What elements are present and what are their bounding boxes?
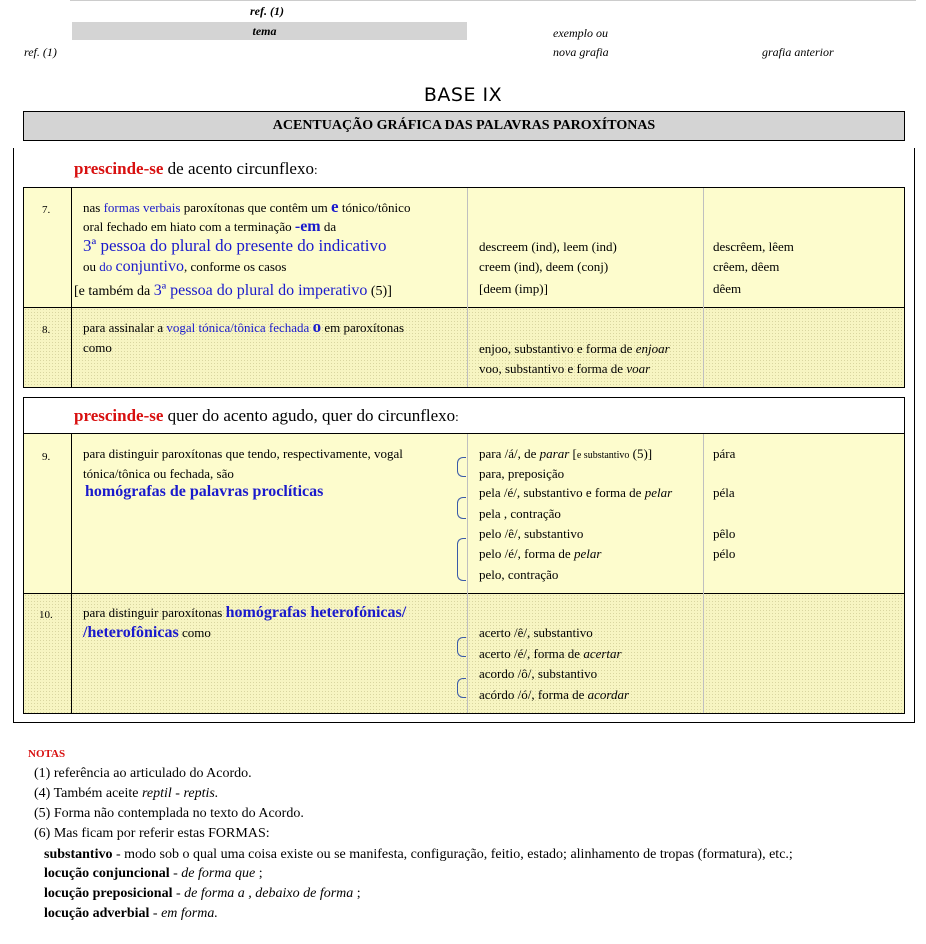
row10-example1: acerto /ê/, substantivo: [479, 625, 593, 640]
row7-num: 7.: [42, 204, 51, 216]
nota-def-locucao-adverbial: [44, 904, 218, 924]
row9-example1: [479, 444, 652, 466]
base-subtitle: ACENTUAÇÃO GRÁFICA DAS PALAVRAS PAROXÍTONAS: [272, 118, 656, 133]
row10-l2a: /heterofônicas: [83, 624, 179, 641]
row8-l1d: o: [312, 317, 322, 336]
row10-ex4a: acórdo /ó/, forma de: [479, 687, 588, 702]
section2-lead-colon: :: [455, 409, 459, 424]
row7-l5a: [e também da: [74, 284, 154, 299]
tema-label: tema: [252, 24, 277, 38]
row7-example1: descreem (ind), leem (ind): [479, 239, 617, 254]
row9-bracket-3: [457, 538, 466, 581]
ref-left-label: ref. (1): [24, 45, 57, 59]
row10-bracket-2: [457, 678, 466, 698]
row10-l1b: homógrafas heterofónicas/: [225, 604, 407, 621]
row8-line1: [83, 317, 404, 338]
row7-example2: creem (ind), deem (conj): [479, 259, 609, 274]
nota-def2-term: locução conjuncional: [44, 866, 170, 881]
nota-6: (6) Mas ficam por referir estas FORMAS:: [34, 826, 270, 841]
ref-top-label: ref. (1): [250, 4, 284, 18]
row7-line3: 3ª pessoa do plural do presente do indicativo: [83, 236, 387, 255]
row10-ex2a: acerto /é/, forma de: [479, 646, 584, 661]
row7-l5b: 3ª pessoa do plural do imperativo: [153, 282, 368, 299]
row10-ex2b: acertar: [583, 646, 622, 661]
row7-l2a: oral fechado em hiato com a terminação: [83, 219, 295, 234]
row8-ex1b: enjoar: [635, 341, 670, 356]
desc-col-divider: [467, 188, 468, 387]
row7-divider: [24, 307, 904, 308]
row7-l1b: formas verbais: [103, 200, 181, 215]
row9-ex6a: pelo /é/, forma de: [479, 546, 574, 561]
tema-band: [72, 22, 467, 40]
base-subtitle-bar: [23, 111, 905, 141]
row9-example6: [479, 544, 601, 564]
row8-example2: [479, 359, 650, 379]
row9-old3: pêlo: [713, 526, 736, 541]
nova-grafia-label: nova grafia: [553, 45, 609, 59]
row9-old2: péla: [713, 485, 735, 500]
row9-bracket-1: [457, 457, 466, 477]
nota-def3-example: de forma a , debaixo de forma: [184, 886, 354, 901]
nota-1: (1) referência ao articulado do Acordo.: [34, 766, 252, 781]
row9-num: 9.: [42, 451, 51, 463]
row7-l1a: nas: [83, 200, 104, 215]
nota-def2-sep: -: [169, 866, 182, 881]
row9-line2: tónica/tônica ou fechada, são: [83, 466, 234, 481]
row9-divider: [24, 593, 904, 594]
row10-l2b: como: [178, 625, 211, 640]
row9-ex1e: (5)]: [629, 446, 653, 461]
row7-old2: crêem, dêem: [713, 259, 780, 274]
row8-l1a: para assinalar a: [83, 320, 167, 335]
section1-lead-red: prescinde-se: [74, 159, 164, 178]
row9-ex1c: [: [569, 446, 577, 461]
example-col-divider: [703, 188, 704, 387]
row10-line1: [83, 603, 406, 623]
section2-lead: [74, 406, 459, 426]
row8-l1e: em paroxítonas: [321, 320, 405, 335]
row7-l4a: ou: [83, 259, 100, 274]
nota-def1-term: substantivo: [44, 847, 113, 862]
section2-lead-red: prescinde-se: [74, 406, 164, 425]
row9-ex3a: pela /é/, substantivo e forma de: [479, 485, 645, 500]
row9-example7: pelo, contração: [479, 567, 559, 582]
row7-l1d: e: [331, 197, 339, 216]
row8-ex1a: enjoo, substantivo e forma de: [479, 341, 636, 356]
row7-l1e: tónico/tônico: [338, 200, 411, 215]
row10-bracket-1: [457, 637, 466, 657]
row9-ex1a: para /á/, de: [479, 446, 540, 461]
row7-line1: [83, 197, 410, 218]
row7-l4b: do: [99, 259, 116, 274]
num-col-divider: [71, 188, 72, 387]
row10-example4: [479, 685, 629, 705]
row9-line1: para distinguir paroxítonas que tendo, respectivamente, vogal: [83, 446, 403, 461]
row9-ex1b: parar: [539, 446, 570, 461]
row7-example3: [deem (imp)]: [479, 281, 548, 296]
notas-title: NOTAS: [28, 748, 66, 760]
nota-def-locucao-conjuncional: [44, 864, 263, 884]
row9-example2: para, preposição: [479, 466, 565, 481]
row8-l1b: vogal tónica/tônica fechada: [166, 320, 310, 335]
section1-lead: [74, 159, 318, 179]
row10-l1a: para distinguir paroxítonas: [83, 605, 226, 620]
row7-l1c: paroxítonas que contêm um: [180, 200, 332, 215]
nota-def4-example: em forma.: [161, 906, 218, 921]
row10-example3: acordo /ô/, substantivo: [479, 666, 598, 681]
row9-example4: pela , contração: [479, 506, 561, 521]
grafia-anterior-label: grafia anterior: [762, 45, 834, 59]
nota-def4-sep: -: [149, 906, 162, 921]
nota-def4-term: locução adverbial: [44, 906, 150, 921]
row10-ex4b: acordar: [587, 687, 630, 702]
nota-4b: reptil - reptis.: [142, 786, 219, 801]
row10-example2: [479, 644, 622, 664]
row9-ex3b: pelar: [644, 485, 673, 500]
row9-example3: [479, 483, 672, 503]
row7-line5: [74, 281, 392, 302]
row8-ex2b: voar: [626, 361, 651, 376]
base-title: BASE IX: [423, 84, 503, 106]
nota-5: (5) Forma não contemplada no texto do Acordo.: [34, 806, 304, 821]
row7-old3: dêem: [713, 281, 742, 296]
section1-lead-colon: :: [313, 162, 318, 177]
desc-col-divider-2: [467, 434, 468, 713]
row9-old1: pára: [713, 446, 736, 461]
nota-def2-example: de forma que: [181, 866, 256, 881]
section2-lead-rest: quer do acento agudo, quer do circunflexo: [163, 406, 456, 425]
row8-line2: como: [83, 340, 112, 355]
nota-def-substantivo: [44, 845, 793, 865]
row9-example5: pelo /ê/, substantivo: [479, 526, 584, 541]
row7-line4: [83, 257, 286, 277]
row7-line2: [83, 217, 336, 237]
nota-def1-text: - modo sob o qual uma coisa existe ou se manifesta, configuração, feitio, estado; alinhamento de tropas (formatura), etc.;: [112, 847, 793, 862]
row7-l4c: conjuntivo: [115, 258, 184, 275]
row7-l2c: da: [320, 219, 337, 234]
nota-def2-end: ;: [255, 866, 263, 881]
row9-line3: homógrafas de palavras proclíticas: [85, 483, 324, 500]
exemplo-ou-label: exemplo ou: [553, 26, 608, 40]
row7-l5c: (5)]: [367, 284, 392, 299]
row10-line2: [83, 623, 211, 643]
num-col-divider-2: [71, 434, 72, 713]
nota-def-locucao-preposicional: [44, 884, 361, 904]
nota-def3-end: ;: [353, 886, 361, 901]
nota-4a: (4) Também aceite: [34, 786, 142, 801]
row7-old1: descrêem, lêem: [713, 239, 794, 254]
row9-ex1d: e substantivo: [576, 450, 630, 461]
row9-bracket-2: [457, 497, 466, 519]
row9-ex6b: pelar: [573, 546, 602, 561]
row8-ex2a: voo, substantivo e forma de: [479, 361, 627, 376]
row8-example1: [479, 339, 670, 359]
row7-l2b: -em: [294, 218, 321, 235]
top-rule: [70, 0, 916, 1]
row8-num: 8.: [42, 324, 51, 336]
row9-old4: pélo: [713, 546, 736, 561]
row7-l4d: , conforme os casos: [183, 259, 287, 274]
section1-lead-rest: de acento circunflexo: [163, 159, 314, 178]
example-col-divider-2: [703, 434, 704, 713]
row10-num: 10.: [39, 609, 53, 621]
nota-def3-term: locução preposicional: [44, 886, 173, 901]
nota-4: [34, 784, 218, 804]
nota-def3-sep: -: [172, 886, 185, 901]
